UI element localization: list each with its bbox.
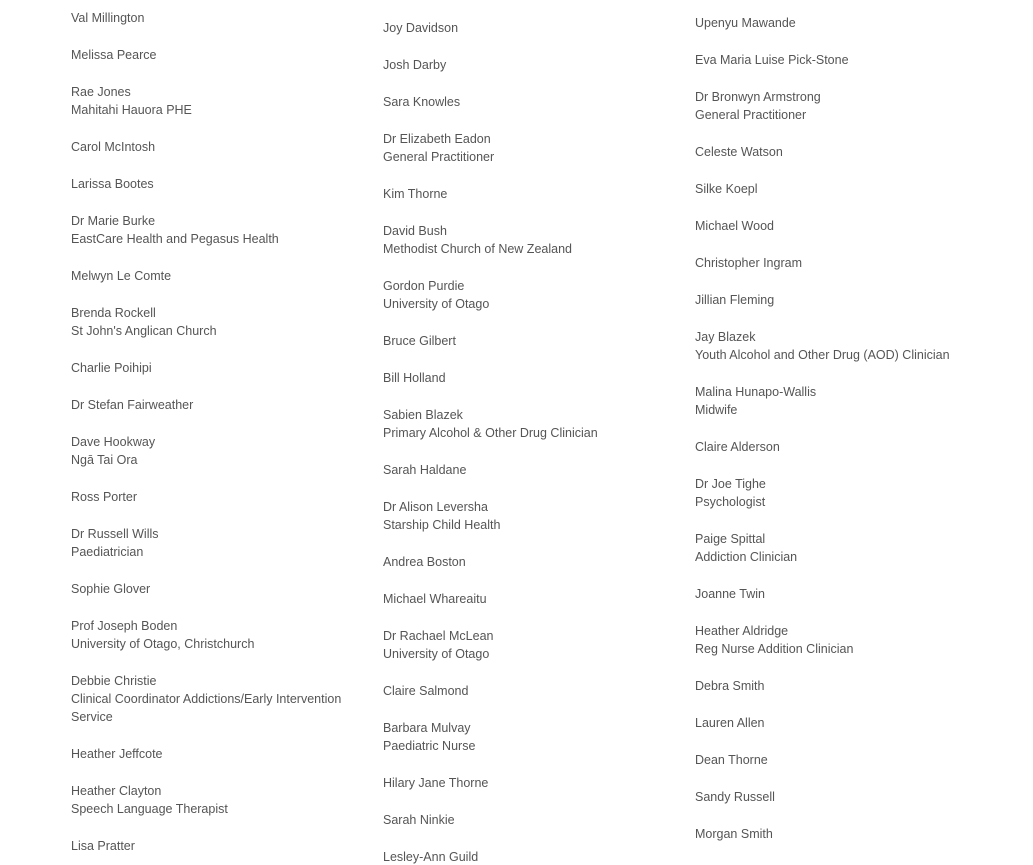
signatory-entry: [695, 143, 1015, 161]
signatory-name: Lisa Pratter: [71, 839, 135, 853]
signatory-entry: [71, 175, 361, 193]
signatory-entry: [695, 291, 1015, 309]
signatory-name: Dr Marie Burke: [71, 214, 156, 228]
signatory-entry: [71, 396, 361, 414]
signatory-role: Addiction Clinician: [695, 550, 798, 564]
signatory-entry: [695, 825, 1015, 843]
signatory-name: Lesley-Ann Guild: [383, 850, 479, 864]
signatory-entry: [695, 677, 1015, 695]
signatory-entry: [383, 369, 683, 387]
signatory-entry: [383, 56, 683, 74]
signatory-name: Jay Blazek: [695, 330, 756, 344]
signatory-entry: [383, 185, 683, 203]
signatory-name: Dave Hookway: [71, 435, 156, 449]
signatory-entry: [695, 751, 1015, 769]
signatory-entry: [71, 580, 361, 598]
signatory-name: Melwyn Le Comte: [71, 269, 172, 283]
signatory-name: Dr Joe Tighe: [695, 477, 766, 491]
signatory-entry: [383, 498, 683, 534]
signatory-entry: [695, 622, 1015, 658]
signatory-entry: [71, 46, 361, 64]
signatory-entry: [695, 254, 1015, 272]
signatory-name: Lauren Allen: [695, 716, 765, 730]
signatory-entry: [695, 788, 1015, 806]
signatory-name: Hilary Jane Thorne: [383, 776, 489, 790]
signatory-name: Morgan Smith: [695, 827, 773, 841]
signatory-entry: [383, 811, 683, 829]
signatory-entry: [695, 585, 1015, 603]
signatory-name: Gordon Purdie: [383, 279, 465, 293]
signatory-entry: [383, 774, 683, 792]
signatory-entry: [695, 217, 1015, 235]
signatory-entry: [71, 83, 361, 119]
signatory-name: Upenyu Mawande: [695, 16, 796, 30]
signatory-role: Paediatric Nurse: [383, 739, 476, 753]
signatory-entry: [695, 328, 1015, 364]
signatory-entry: [71, 138, 361, 156]
signatory-role: University of Otago: [383, 297, 490, 311]
signatory-name: Bruce Gilbert: [383, 334, 456, 348]
signatory-name: Ross Porter: [71, 490, 137, 504]
signatory-role: General Practitioner: [383, 150, 495, 164]
signatory-role: Clinical Coordinator Addictions/Early Intervention Service: [71, 692, 342, 724]
signatory-name: Dr Elizabeth Eadon: [383, 132, 491, 146]
signatory-name: Dr Alison Leversha: [383, 500, 488, 514]
signatory-name: Heather Aldridge: [695, 624, 789, 638]
signatory-entry: [383, 553, 683, 571]
signatory-entry: [71, 488, 361, 506]
signatory-name: Carol McIntosh: [71, 140, 156, 154]
signatory-column-3: [695, 14, 1015, 862]
signatory-name: Claire Alderson: [695, 440, 780, 454]
signatory-role: Midwife: [695, 403, 738, 417]
signatory-role: EastCare Health and Pegasus Health: [71, 232, 279, 246]
signatory-name: Malina Hunapo-Wallis: [695, 385, 817, 399]
signatory-role: Youth Alcohol and Other Drug (AOD) Clinician: [695, 348, 950, 362]
signatory-column-2: [383, 19, 683, 865]
signatory-entry: [71, 837, 361, 855]
signatory-entry: [383, 590, 683, 608]
signatory-role: University of Otago: [383, 647, 490, 661]
signatory-entry: [71, 212, 361, 248]
signatory-entry: [71, 525, 361, 561]
signatory-entry: [695, 383, 1015, 419]
signatory-name: Dr Rachael McLean: [383, 629, 494, 643]
signatory-name: Debbie Christie: [71, 674, 157, 688]
signatory-name: Sarah Ninkie: [383, 813, 455, 827]
signatory-name: Sabien Blazek: [383, 408, 463, 422]
signatory-name: Dean Thorne: [695, 753, 768, 767]
signatory-role: University of Otago, Christchurch: [71, 637, 255, 651]
signatory-name: Christopher Ingram: [695, 256, 802, 270]
signatory-role: Ngā Tai Ora: [71, 453, 138, 467]
signatory-name: Bill Holland: [383, 371, 446, 385]
signatory-name: Michael Whareaitu: [383, 592, 487, 606]
signatory-role: Primary Alcohol & Other Drug Clinician: [383, 426, 598, 440]
signatory-entry: [695, 475, 1015, 511]
signatory-name: Paige Spittal: [695, 532, 766, 546]
signatory-entry: [383, 682, 683, 700]
signatory-entry: [71, 304, 361, 340]
signatory-entry: [71, 745, 361, 763]
signatory-role: St John's Anglican Church: [71, 324, 217, 338]
signatory-name: Dr Russell Wills: [71, 527, 159, 541]
signatory-column-1: [71, 9, 361, 865]
signatory-entry: [383, 277, 683, 313]
signatory-role: Paediatrician: [71, 545, 144, 559]
signatory-role: Starship Child Health: [383, 518, 501, 532]
signatory-entry: [383, 461, 683, 479]
signatory-name: Sarah Haldane: [383, 463, 467, 477]
signatory-entry: [383, 848, 683, 865]
signatory-entry: [695, 14, 1015, 32]
signatory-entry: [383, 627, 683, 663]
signatory-entry: [71, 9, 361, 27]
signatory-name: Larissa Bootes: [71, 177, 154, 191]
signatory-name: Brenda Rockell: [71, 306, 156, 320]
signatory-entry: [383, 222, 683, 258]
signatory-entry: [71, 267, 361, 285]
signatory-entry: [695, 51, 1015, 69]
signatory-entry: [71, 782, 361, 818]
signatory-name: Heather Clayton: [71, 784, 162, 798]
signatory-name: Joanne Twin: [695, 587, 765, 601]
signatory-name: Michael Wood: [695, 219, 774, 233]
signatory-name: Josh Darby: [383, 58, 447, 72]
signatory-entry: [383, 93, 683, 111]
signatory-name: Dr Bronwyn Armstrong: [695, 90, 821, 104]
signatory-entry: [695, 530, 1015, 566]
signatory-entry: [695, 88, 1015, 124]
signatory-entry: [71, 359, 361, 377]
signatory-entry: [383, 332, 683, 350]
signatory-name: Kim Thorne: [383, 187, 448, 201]
signatory-entry: [71, 617, 361, 653]
signatory-name: Sophie Glover: [71, 582, 151, 596]
signatory-entry: [695, 438, 1015, 456]
signatory-entry: [71, 433, 361, 469]
signatory-entry: [71, 672, 361, 726]
signatory-role: Psychologist: [695, 495, 766, 509]
signatory-role: Mahitahi Hauora PHE: [71, 103, 192, 117]
signatory-entry: [383, 406, 683, 442]
signatory-name: Heather Jeffcote: [71, 747, 163, 761]
signatory-entry: [383, 130, 683, 166]
signatory-name: Prof Joseph Boden: [71, 619, 178, 633]
signatory-name: Sandy Russell: [695, 790, 775, 804]
signatory-name: Val Millington: [71, 11, 145, 25]
signatory-entry: [383, 719, 683, 755]
signatory-name: Silke Koepl: [695, 182, 758, 196]
signatory-role: Methodist Church of New Zealand: [383, 242, 572, 256]
signatory-entry: [695, 714, 1015, 732]
signatory-name: David Bush: [383, 224, 447, 238]
signatory-name: Jillian Fleming: [695, 293, 775, 307]
signatory-entry: [383, 19, 683, 37]
signatory-name: Andrea Boston: [383, 555, 466, 569]
signatory-name: Rae Jones: [71, 85, 131, 99]
signatory-name: Debra Smith: [695, 679, 765, 693]
signatory-name: Dr Stefan Fairweather: [71, 398, 194, 412]
signatory-role: General Practitioner: [695, 108, 807, 122]
signatory-name: Charlie Poihipi: [71, 361, 152, 375]
signatory-name: Eva Maria Luise Pick-Stone: [695, 53, 849, 67]
signatory-role: Reg Nurse Addition Clinician: [695, 642, 854, 656]
signatory-entry: [695, 180, 1015, 198]
signatory-name: Celeste Watson: [695, 145, 783, 159]
signatory-name: Sara Knowles: [383, 95, 461, 109]
signatory-name: Claire Salmond: [383, 684, 469, 698]
signatory-name: Barbara Mulvay: [383, 721, 471, 735]
signatory-role: Speech Language Therapist: [71, 802, 228, 816]
signatory-name: Melissa Pearce: [71, 48, 157, 62]
signatory-name: Joy Davidson: [383, 21, 459, 35]
